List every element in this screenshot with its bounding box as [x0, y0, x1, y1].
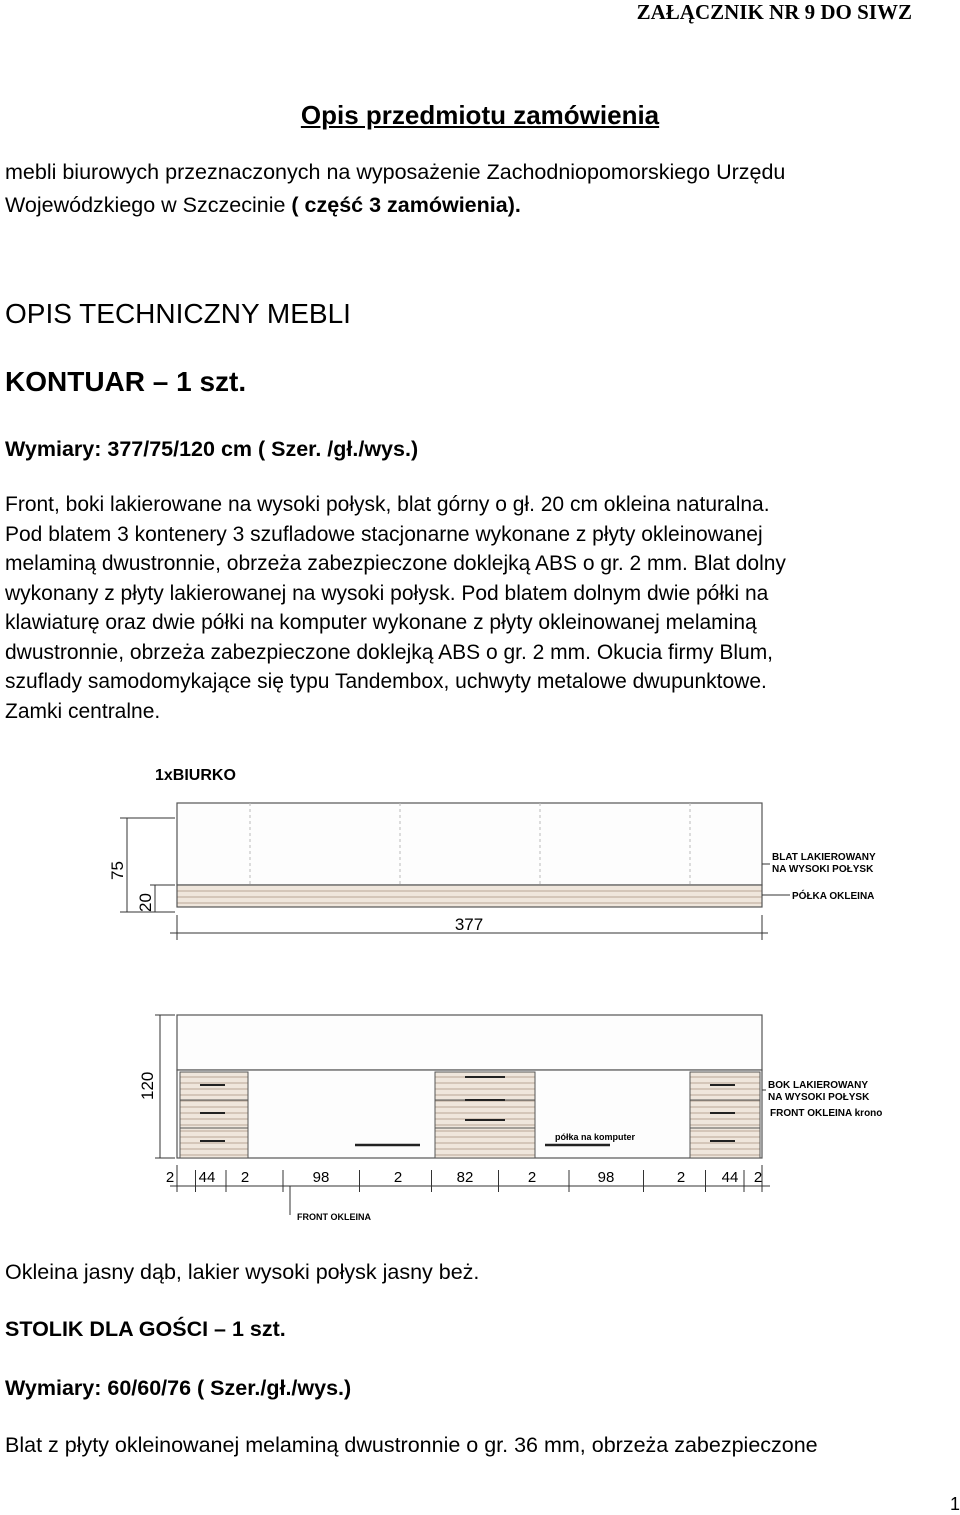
bottom-dim-label: 2: [393, 1169, 403, 1186]
bottom-dim-label: 82: [456, 1169, 474, 1186]
back-elevation: [138, 1015, 882, 1222]
front-elevation: [108, 803, 876, 940]
bottom-dim-label: 98: [597, 1169, 615, 1186]
description-line: melaminą dwustronnie, obrzeża zabezpieczone doklejką ABS o gr. 2 mm. Blat dolny: [5, 552, 786, 575]
intro-line-2-plain: Wojewódzkiego w Szczecinie: [5, 193, 292, 217]
item2-name: STOLIK DLA GOŚCI – 1 szt.: [5, 1317, 286, 1341]
label-front: FRONT OKLEINA krono: [770, 1108, 883, 1119]
dim-75: 75: [108, 861, 127, 880]
bottom-dimensions: [166, 1169, 762, 1192]
item2-dimensions: Wymiary: 60/60/76 ( Szer./gł./wys.): [5, 1376, 352, 1400]
bottom-dim-label: 2: [527, 1169, 537, 1186]
attachment-header: ZAŁĄCZNIK NR 9 DO SIWZ: [636, 0, 912, 24]
description-line: Front, boki lakierowane na wysoki połysk, blat górny o gł. 20 cm okleina naturalna.: [5, 493, 770, 516]
bottom-dim-label: 2: [676, 1169, 686, 1186]
section-heading: OPIS TECHNICZNY MEBLI: [5, 298, 351, 329]
description-line: wykonany z płyty lakierowanej na wysoki połysk. Pod blatem dolnym dwie półki na: [5, 581, 769, 605]
description-line: Pod blatem 3 kontenery 3 szufladowe stacjonarne wykonane z płyty okleinowanej: [5, 522, 763, 546]
label-bok-1: BOK LAKIEROWANY: [768, 1080, 868, 1091]
description-line: szuflady samodomykające się typu Tandembox, uchwyty metalowe dwupunktowe.: [5, 670, 767, 693]
drawing-title: 1xBIURKO: [155, 767, 236, 784]
label-blat-1: BLAT LAKIEROWANY: [772, 852, 876, 863]
document-title: Opis przedmiotu zamówienia: [300, 100, 660, 130]
description-line: Zamki centralne.: [5, 699, 161, 723]
bottom-dim-label: 44: [198, 1169, 216, 1186]
label-front-okleina: FRONT OKLEINA: [297, 1212, 371, 1222]
dim-377: 377: [454, 915, 484, 934]
bottom-dim-label: 2: [240, 1169, 250, 1186]
bottom-dim-label: 2: [165, 1169, 175, 1186]
label-polka: PÓŁKA OKLEINA: [792, 891, 875, 902]
description-line: dwustronnie, obrzeża zabezpieczone doklejką ABS o gr. 2 mm. Okucia firmy Blum,: [5, 640, 774, 664]
item2-description: Blat z płyty okleinowanej melaminą dwustronnie o gr. 36 mm, obrzeża zabezpieczone: [5, 1433, 818, 1457]
intro-line-2: [5, 193, 521, 218]
dim-20: 20: [136, 893, 155, 912]
item1-description: [5, 490, 955, 726]
intro-line-2-bold: ( część 3 zamówienia).: [291, 193, 521, 217]
item1-name: KONTUAR – 1 szt.: [5, 366, 247, 397]
intro-line-1: mebli biurowych przeznaczonych na wyposażenie Zachodniopomorskiego Urzędu: [5, 160, 786, 184]
description-line: klawiaturę oraz dwie półki na komputer wykonane z płyty okleinowanej melaminą: [5, 611, 757, 634]
item1-dimensions: Wymiary: 377/75/120 cm ( Szer. /gł./wys.): [5, 437, 419, 461]
item1-finish: Okleina jasny dąb, lakier wysoki połysk jasny beż.: [5, 1260, 480, 1284]
desk-technical-drawing: [0, 760, 960, 1230]
bottom-dim-label: 2: [753, 1169, 763, 1186]
page-number: 1: [949, 1494, 960, 1514]
label-bok-2: NA WYSOKI POŁYSK: [768, 1092, 870, 1103]
label-polka-komputer: półka na komputer: [555, 1132, 636, 1142]
bottom-dim-label: 44: [721, 1169, 739, 1186]
dim-120: 120: [138, 1071, 157, 1100]
label-blat-2: NA WYSOKI POŁYSK: [772, 864, 874, 875]
bottom-dim-label: 98: [312, 1169, 330, 1186]
